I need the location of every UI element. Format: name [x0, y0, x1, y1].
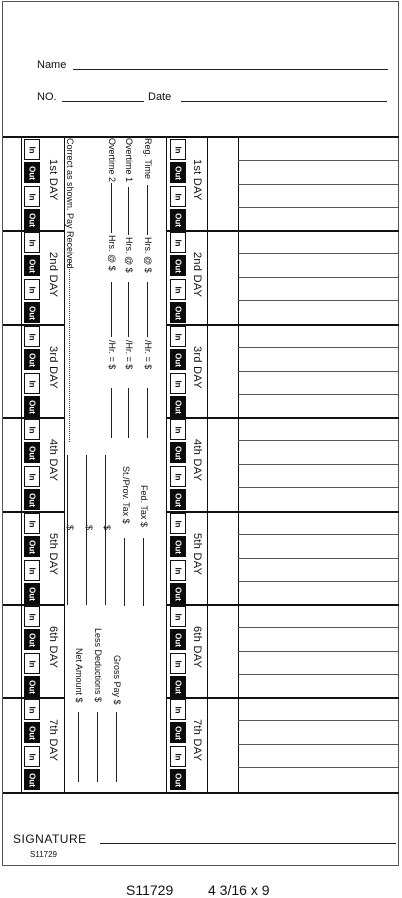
- entry-row-line: [238, 440, 399, 441]
- punch-in-left: [24, 606, 40, 627]
- punch-in-left: [24, 466, 40, 487]
- punch-in-left: [24, 746, 40, 767]
- punch-label: In: [173, 192, 183, 201]
- overtime2-rate-line[interactable]: [111, 282, 112, 337]
- punch-label: In: [27, 566, 37, 575]
- day-label-right: 4th DAY: [191, 439, 203, 482]
- punch-out-left: [24, 442, 40, 463]
- punch-out-right: [170, 442, 186, 463]
- punch-label: In: [27, 285, 37, 294]
- name-field[interactable]: [73, 69, 388, 70]
- punch-label: Out: [173, 586, 183, 601]
- punch-out-right: [170, 722, 186, 743]
- less-deductions-line[interactable]: [97, 712, 98, 782]
- punch-label: Out: [27, 725, 37, 740]
- entry-row-line: [238, 674, 399, 675]
- form-code-small: S11729: [30, 850, 57, 859]
- gross-pay-label: Gross Pay $: [112, 655, 122, 705]
- signature-label: SIGNATURE: [13, 832, 87, 846]
- punch-label: Out: [173, 772, 183, 787]
- entry-row-line: [238, 347, 399, 348]
- reg-time-amount-line[interactable]: [147, 388, 148, 438]
- entry-row-line: [238, 207, 399, 208]
- punch-in-right: [170, 186, 186, 207]
- punch-out-right: [170, 302, 186, 323]
- punch-in-right: [170, 279, 186, 300]
- reg-time-rate: Hrs. @ $: [143, 237, 153, 273]
- punch-in-left: [24, 373, 40, 394]
- punch-label: Out: [27, 539, 37, 554]
- net-amount-line[interactable]: [78, 712, 79, 782]
- overtime1-label: Overtime 1: [124, 138, 134, 183]
- punch-label: In: [173, 752, 183, 761]
- entry-row-line: [238, 300, 399, 301]
- punch-out-left: [24, 162, 40, 183]
- punch-label: In: [173, 612, 183, 621]
- punch-in-right: [170, 513, 186, 534]
- punch-label: Out: [173, 212, 183, 227]
- entry-row-line: [238, 184, 399, 185]
- punch-in-right: [170, 326, 186, 347]
- punch-in-left: [24, 513, 40, 534]
- punch-out-right: [170, 676, 186, 697]
- overtime1-hrs-line[interactable]: [128, 187, 129, 235]
- overtime2-hrs-line[interactable]: [111, 183, 112, 233]
- overtime1-amount-line[interactable]: [128, 388, 129, 438]
- entry-column-edge: [238, 137, 239, 793]
- day-separator-right: [166, 604, 399, 606]
- day-label-left: 6th DAY: [47, 626, 59, 669]
- punch-in-right: [170, 746, 186, 767]
- less-deductions-label: Less Deductions $: [93, 628, 103, 703]
- punch-out-right: [170, 489, 186, 510]
- right-column-edge: [166, 137, 167, 793]
- punch-out-left: [24, 583, 40, 604]
- deduction-dollar-1: $: [102, 525, 112, 531]
- punch-out-left: [24, 489, 40, 510]
- punch-out-left: [24, 769, 40, 790]
- punch-label: In: [173, 379, 183, 388]
- entry-row-line: [238, 160, 399, 161]
- day-separator-right: [166, 230, 399, 232]
- punch-in-left: [24, 326, 40, 347]
- left-column-edge: [21, 137, 22, 793]
- punch-out-left: [24, 676, 40, 697]
- pay-received-label: Correct as shown. Pay Received: [65, 138, 75, 269]
- entry-row-line: [238, 371, 399, 372]
- name-label: Name: [37, 59, 67, 71]
- punch-label: Out: [173, 445, 183, 460]
- punch-in-left: [24, 186, 40, 207]
- punch-label: Out: [27, 632, 37, 647]
- punch-label: In: [27, 145, 37, 154]
- day-separator-right: [166, 511, 399, 513]
- punch-label: Out: [173, 492, 183, 507]
- punch-label: In: [27, 612, 37, 621]
- day-label-right: 1st DAY: [191, 159, 203, 201]
- deduction-dollar-3: $: [65, 525, 75, 531]
- punch-out-right: [170, 769, 186, 790]
- day-label-left: 4th DAY: [47, 439, 59, 482]
- punch-in-right: [170, 139, 186, 160]
- entry-row-line: [238, 277, 399, 278]
- punch-out-left: [24, 255, 40, 276]
- reg-time-hrs-line[interactable]: [147, 185, 148, 235]
- punch-label: In: [173, 659, 183, 668]
- fed-tax-label: Fed. Tax $: [139, 485, 149, 527]
- punch-label: In: [173, 519, 183, 528]
- date-field[interactable]: [181, 101, 387, 102]
- punch-out-left: [24, 396, 40, 417]
- punch-label: In: [27, 705, 37, 714]
- deduction-line-2[interactable]: [86, 455, 87, 605]
- punch-label: Out: [173, 352, 183, 367]
- overtime2-label: Overtime 2: [107, 138, 117, 183]
- punch-in-right: [170, 373, 186, 394]
- punch-out-left: [24, 209, 40, 230]
- punch-label: In: [27, 238, 37, 247]
- punch-label: In: [27, 379, 37, 388]
- punch-in-right: [170, 560, 186, 581]
- overtime1-rate-line[interactable]: [128, 282, 129, 337]
- entry-row-line: [238, 581, 399, 582]
- day-label-right: 6th DAY: [191, 626, 203, 669]
- entry-row-line: [238, 651, 399, 652]
- punch-out-left: [24, 302, 40, 323]
- punch-label: Out: [173, 725, 183, 740]
- day-label-left: 5th DAY: [47, 533, 59, 576]
- entry-row-line: [238, 767, 399, 768]
- punch-label: In: [173, 238, 183, 247]
- punch-label: Out: [173, 679, 183, 694]
- punch-in-right: [170, 419, 186, 440]
- punch-label: In: [27, 519, 37, 528]
- gross-pay-line[interactable]: [116, 712, 117, 782]
- punch-out-right: [170, 255, 186, 276]
- punch-label: In: [173, 145, 183, 154]
- punch-label: Out: [173, 399, 183, 414]
- punch-in-left: [24, 419, 40, 440]
- punch-label: Out: [27, 305, 37, 320]
- punch-in-right: [170, 653, 186, 674]
- fed-tax-line[interactable]: [143, 538, 144, 606]
- day-label-right: 2nd DAY: [191, 252, 203, 298]
- reg-time-per-hr: /Hr. = $: [143, 340, 153, 370]
- punch-label: In: [173, 285, 183, 294]
- punch-label: Out: [173, 165, 183, 180]
- entry-row-line: [238, 744, 399, 745]
- punch-label: Out: [27, 772, 37, 787]
- punch-in-right: [170, 232, 186, 253]
- day-label-left: 3rd DAY: [47, 346, 59, 389]
- number-field[interactable]: [62, 101, 144, 102]
- punch-in-right: [170, 699, 186, 720]
- day-label-left: 2nd DAY: [47, 252, 59, 298]
- form-code: S11729: [126, 882, 174, 898]
- overtime2-rate: Hrs. @ $: [107, 235, 117, 271]
- punch-label: Out: [173, 305, 183, 320]
- punch-label: In: [27, 472, 37, 481]
- signature-field[interactable]: [100, 843, 396, 844]
- punch-label: In: [27, 332, 37, 341]
- entry-row-line: [238, 394, 399, 395]
- punch-label: Out: [173, 539, 183, 554]
- entry-row-line: [238, 720, 399, 721]
- punch-label: In: [27, 192, 37, 201]
- day-separator-right: [166, 324, 399, 326]
- overtime1-per-hr: /Hr. = $: [124, 340, 134, 370]
- punch-out-right: [170, 396, 186, 417]
- punch-in-left: [24, 653, 40, 674]
- punch-label: Out: [27, 492, 37, 507]
- entry-row-line: [238, 487, 399, 488]
- entry-row-line: [238, 534, 399, 535]
- deduction-line-3[interactable]: [67, 455, 68, 605]
- reg-time-label: Reg. Time: [143, 138, 153, 180]
- day-label-left: 7th DAY: [47, 719, 59, 762]
- punch-out-right: [170, 536, 186, 557]
- punch-label: Out: [27, 165, 37, 180]
- right-day-column-edge: [207, 137, 208, 793]
- punch-in-left: [24, 232, 40, 253]
- day-label-right: 7th DAY: [191, 719, 203, 762]
- pay-received-line[interactable]: [69, 262, 70, 442]
- punch-label: Out: [173, 258, 183, 273]
- date-label: Date: [148, 91, 172, 103]
- reg-time-rate-line[interactable]: [147, 282, 148, 337]
- deduction-line-1[interactable]: [105, 455, 106, 605]
- punch-label: Out: [27, 399, 37, 414]
- st-prov-tax-line[interactable]: [124, 538, 125, 606]
- punch-in-left: [24, 139, 40, 160]
- punch-in-left: [24, 279, 40, 300]
- punch-out-right: [170, 629, 186, 650]
- punch-out-left: [24, 722, 40, 743]
- punch-in-left: [24, 699, 40, 720]
- day-label-right: 3rd DAY: [191, 346, 203, 389]
- number-label: NO.: [37, 91, 57, 103]
- punch-label: In: [27, 752, 37, 761]
- punch-label: Out: [27, 352, 37, 367]
- entry-row-line: [238, 253, 399, 254]
- punch-label: In: [173, 425, 183, 434]
- punch-label: Out: [27, 679, 37, 694]
- punch-label: In: [27, 659, 37, 668]
- grid-bottom-rule: [3, 792, 399, 794]
- punch-label: Out: [27, 586, 37, 601]
- day-separator-right: [166, 417, 399, 419]
- punch-out-right: [170, 583, 186, 604]
- punch-out-right: [170, 209, 186, 230]
- entry-row-line: [238, 627, 399, 628]
- st-prov-tax-label: St./Prov. Tax $: [121, 466, 131, 524]
- overtime1-rate: Hrs. @ $: [124, 237, 134, 273]
- net-amount-label: Net Amount $: [74, 648, 84, 703]
- overtime2-amount-line[interactable]: [111, 388, 112, 438]
- punch-in-right: [170, 466, 186, 487]
- punch-out-right: [170, 349, 186, 370]
- day-separator-right: [166, 697, 399, 699]
- day-label-right: 5th DAY: [191, 533, 203, 576]
- punch-label: In: [173, 332, 183, 341]
- punch-out-left: [24, 629, 40, 650]
- punch-out-left: [24, 349, 40, 370]
- entry-row-line: [238, 558, 399, 559]
- punch-in-right: [170, 606, 186, 627]
- punch-label: Out: [27, 445, 37, 460]
- punch-label: Out: [27, 258, 37, 273]
- card-size: 4 3/16 x 9: [208, 882, 270, 898]
- deduction-dollar-2: $: [84, 525, 94, 531]
- punch-label: In: [27, 425, 37, 434]
- overtime2-per-hr: /Hr. = $: [107, 340, 117, 370]
- entry-row-line: [238, 464, 399, 465]
- punch-label: Out: [173, 632, 183, 647]
- punch-label: Out: [27, 212, 37, 227]
- punch-label: In: [173, 472, 183, 481]
- grid-top-rule: [3, 136, 399, 138]
- punch-out-left: [24, 536, 40, 557]
- punch-label: In: [173, 566, 183, 575]
- punch-in-left: [24, 560, 40, 581]
- punch-out-right: [170, 162, 186, 183]
- punch-label: In: [173, 705, 183, 714]
- day-label-left: 1st DAY: [47, 159, 59, 201]
